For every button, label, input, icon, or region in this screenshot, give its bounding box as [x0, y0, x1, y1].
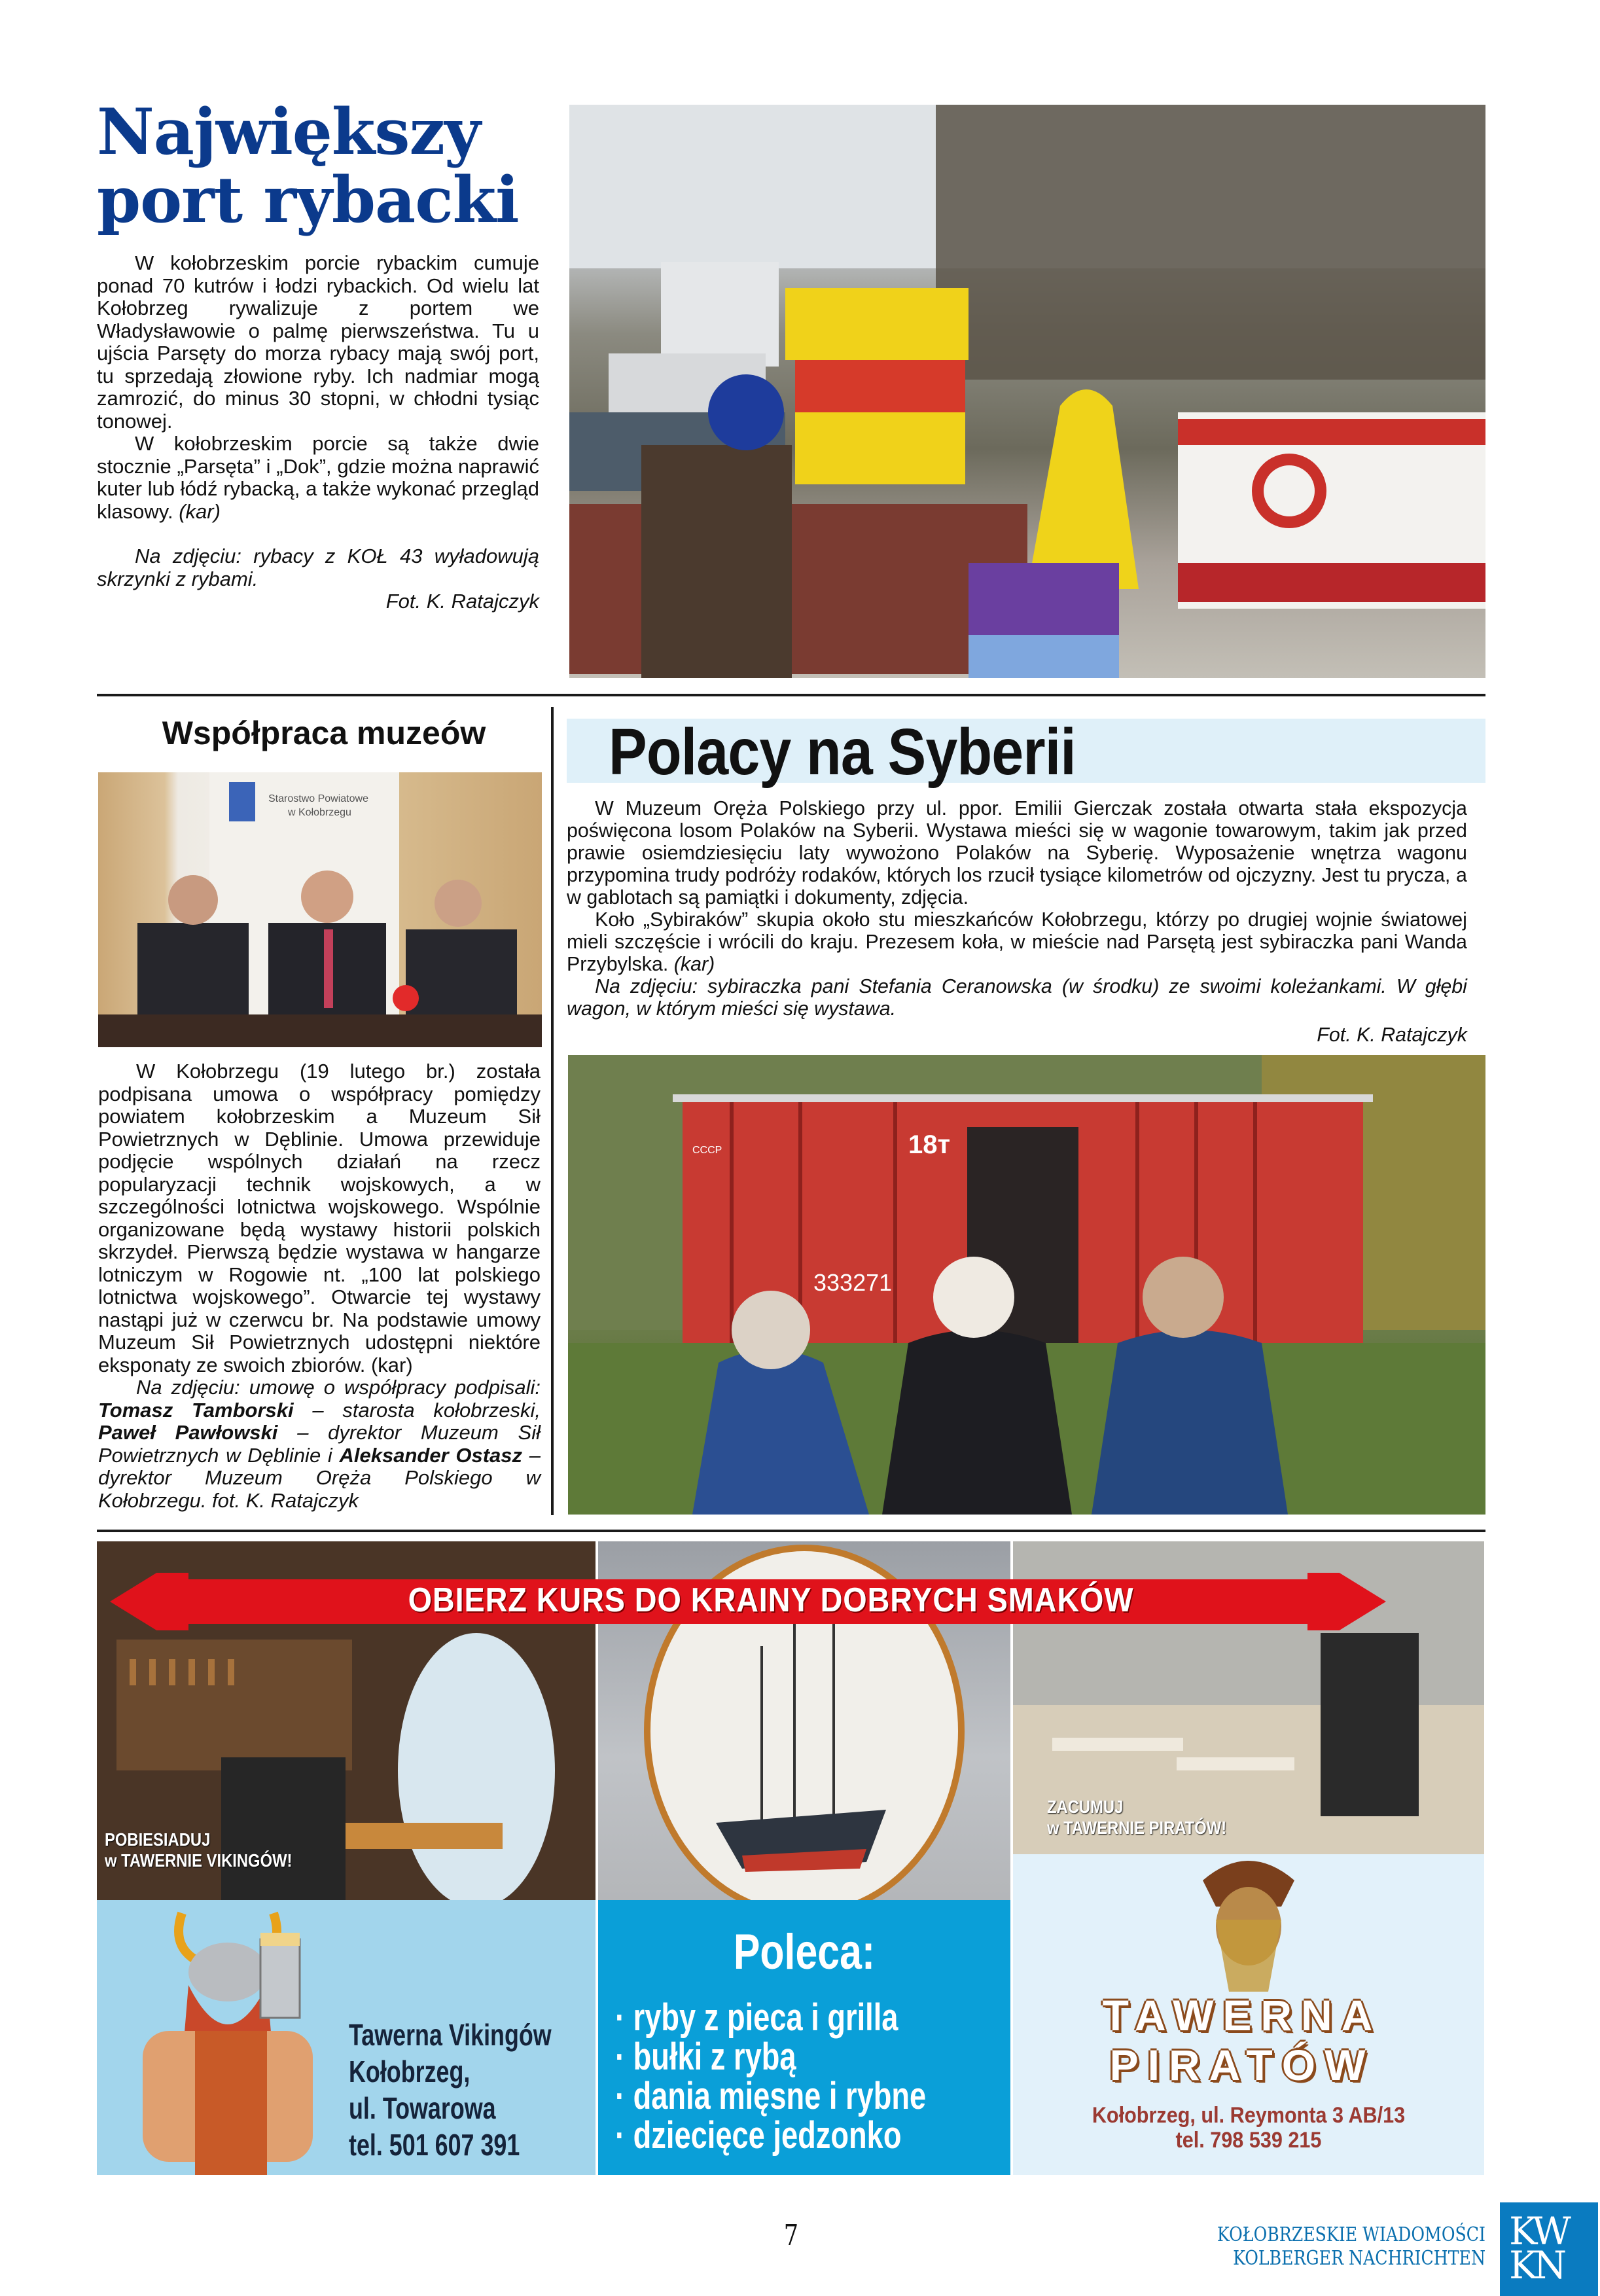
recommendation-item: · ryby z pieca i grilla [615, 1998, 926, 2037]
logo-letters: KN [1509, 2243, 1563, 2287]
pirate-tavern-panel [1013, 1854, 1484, 2175]
article-siberia-body [567, 797, 1485, 1046]
section-divider [97, 694, 1485, 696]
photo-credit: Fot. K. Ratajczyk [385, 590, 539, 613]
slogan-line: POBIESIADUJ [105, 1829, 211, 1850]
pirate-mascot-icon [1177, 1854, 1321, 1992]
recommendations-panel [598, 1900, 1010, 2175]
slogan-line: ZACUMUJ [1047, 1797, 1124, 1817]
article-port-paragraph: W kołobrzeskim porcie rybackim cumuje ponad 70 kutrów i łodzi rybackich. Od wielu lat Kołobrzeg rywalizuje z portem we Władysławowie o palmę pierwszeństwa. Tu u ujścia Parsęty do morza rybacy mają swój port, tu sprzedają złowione ryby. Ich nadmiar mogą zamrozić, do minus 30 stopni, w chłodni tysiąc tonowej. [97, 251, 539, 433]
caption-intro: Na zdjęciu: umowę o współpracy podpisali: [136, 1376, 541, 1399]
recommendation-item: · bułki z rybą [615, 2037, 926, 2077]
wagon-number: 333271 [813, 1269, 893, 1296]
article-port-body [97, 252, 539, 613]
article-port-paragraph [97, 433, 539, 523]
viking-mascot-icon [110, 1900, 359, 2175]
signature: (kar) [673, 952, 715, 975]
logo-line: PIRATÓW [1109, 2041, 1375, 2089]
photo-siberian-women-wagon [568, 1055, 1485, 1515]
photo-caption: Na zdjęciu: sybiraczka pani Stefania Ceranowska (w środku) ze swoimi koleżankami. W głębi wagon, w którym mieści się wystawa. [567, 975, 1467, 1020]
recommendations-title: Poleca: [733, 1924, 876, 1980]
photo-caption: Na zdjęciu: rybacy z KOŁ 43 wyładowują skrzynki z rybami. [97, 545, 539, 590]
headline-line-1: Największy [97, 95, 480, 169]
masthead-polish: KOŁOBRZESKIE WIADOMOŚCI [1217, 2223, 1485, 2246]
viking-tavern-panel [97, 1900, 596, 2175]
person-role: – dyrektor Muzeum Oręża Polskiego w Kołobrzegu. fot. K. Ratajczyk [98, 1443, 541, 1512]
pirate-tavern-contact [1037, 2103, 1461, 2153]
viking-tavern-contact [349, 2017, 552, 2163]
signature: (kar) [179, 499, 221, 523]
recommendation-item: · dania mięsne i rybne [615, 2077, 926, 2116]
headline-line-2: port rybacki [97, 163, 519, 237]
person-role: – dyrektor Muzeum Sił Powietrznych w Dęblinie i [98, 1421, 541, 1467]
masthead-german: KOLBERGER NACHRICHTEN [1233, 2247, 1485, 2270]
tavern-street: ul. Towarowa [349, 2091, 496, 2125]
recommendations-list [615, 1998, 926, 2155]
pirate-tavern-logo [1078, 1990, 1406, 2090]
article-museums-body [98, 1060, 541, 1512]
recommendation-item: · dziecięce jedzonko [615, 2116, 926, 2155]
tavern-advertisement [97, 1541, 1484, 2176]
slogan-line: w TAWERNIE VIKINGÓW! [105, 1850, 293, 1871]
wagon-tonnage: 18т [908, 1130, 951, 1159]
photo-caption [98, 1376, 541, 1512]
photo-credit: Fot. K. Ratajczyk [1317, 1023, 1467, 1046]
logo-letters: KW [1509, 2209, 1567, 2253]
tavern-phone[interactable]: tel. 798 539 215 [1175, 2128, 1322, 2153]
section-divider [97, 1530, 1485, 1532]
newspaper-masthead [1194, 2223, 1485, 2270]
wagon-emblem: СССР [692, 1145, 722, 1156]
wagon-illustration [568, 1055, 1485, 1515]
article-siberia-paragraph: W Muzeum Oręża Polskiego przy ul. ppor. Emilii Gierczak została otwarta stała ekspozycja poświęcona losom Polaków na Syberii. Wystawa mieści się w wagonie towarowym, takim jak przed prawie osiemdziesięciu laty wywożono Polaków na Syberię. Wyposażenie wnętrza wagonu przypomina trudy podróży rodaków, których los rzucił tysiące kilometrów od ojczyzny. Jest tu prycza, a w gablotach są pamiątki i dokumenty, zdjęcia. [567, 797, 1467, 908]
column-divider [551, 707, 554, 1515]
photo-agreement-signing [98, 772, 542, 1047]
article-museums-title: Współpraca muzeów [162, 715, 486, 751]
banner-headline: OBIERZ KURS DO KRAINY DOBRYCH SMAKÓW [408, 1581, 1134, 1619]
article-siberia-title: Polacy na Syberii [609, 715, 1076, 789]
logo-line: TAWERNA [1102, 1991, 1382, 2039]
paragraph-text: W kołobrzeskim porcie są także dwie stocznie „Parsęta” i „Dok”, gdzie można naprawić kuter lub łódź rybacką, a także wykonać przegląd klasowy. [97, 432, 539, 523]
tavern-phone[interactable]: tel. 501 607 391 [349, 2128, 520, 2162]
article-museums-paragraph: W Kołobrzegu (19 lutego br.) została podpisana umowa o współpracy pomiędzy powiatem kołobrzeskim a Muzeum Sił Powietrznych w Dęblinie. Umowa przewiduje podjęcie wspólnych działań na rzecz popularyzacji technik wojskowych, a w szczególności lotnictwa wojskowego. Wspólnie organizowane będą wystawy historii polskich skrzydeł. Pierwszą będzie wystawa w hangarze lotniczym w Rogowie nt. „100 lat polskiego lotnictwa wojskowego”. Otwarcie tej wystawy nastąpi już w czerwcu br. Na podstawie umowy Muzeum Sił Powietrznych udostępni niektóre eksponaty ze swoich zbiorów. (kar) [98, 1060, 541, 1376]
paragraph-text: Koło „Sybiraków” skupia około stu mieszkańców Kołobrzegu, którzy po drugiej wojnie światowej mieli szczęście i wrócili do kraju. Prezesem koła, w mieście nad Parsętą jest sybiraczka pani Wanda Przybylska. [567, 908, 1467, 975]
slogan-line: w TAWERNIE PIRATÓW! [1047, 1818, 1227, 1838]
photo-fishermen-unloading [569, 105, 1485, 678]
viking-slogan [105, 1829, 292, 1871]
person-name: Paweł Pawłowski [98, 1421, 278, 1444]
page-number: 7 [783, 2219, 799, 2252]
tavern-city: Kołobrzeg, [349, 2054, 471, 2089]
person-name: Aleksander Ostasz [339, 1443, 523, 1467]
fishermen-illustration [569, 105, 1485, 678]
banner-text-line-2: w Kołobrzegu [288, 807, 351, 818]
tavern-name: Tawerna Vikingów [349, 2018, 552, 2052]
signing-illustration [98, 772, 542, 1047]
person-role: – starosta kołobrzeski, [293, 1398, 541, 1422]
article-siberia-paragraph [567, 908, 1467, 975]
kwkn-logo-icon [1500, 2202, 1598, 2296]
banner-text-line-1: Starostwo Powiatowe [268, 793, 368, 804]
person-name: Tomasz Tamborski [98, 1398, 294, 1422]
headline-najwiekszy-port [97, 95, 555, 237]
tavern-address: Kołobrzeg, ul. Reymonta 3 AB/13 [1092, 2103, 1406, 2128]
pirate-slogan [1047, 1797, 1226, 1839]
